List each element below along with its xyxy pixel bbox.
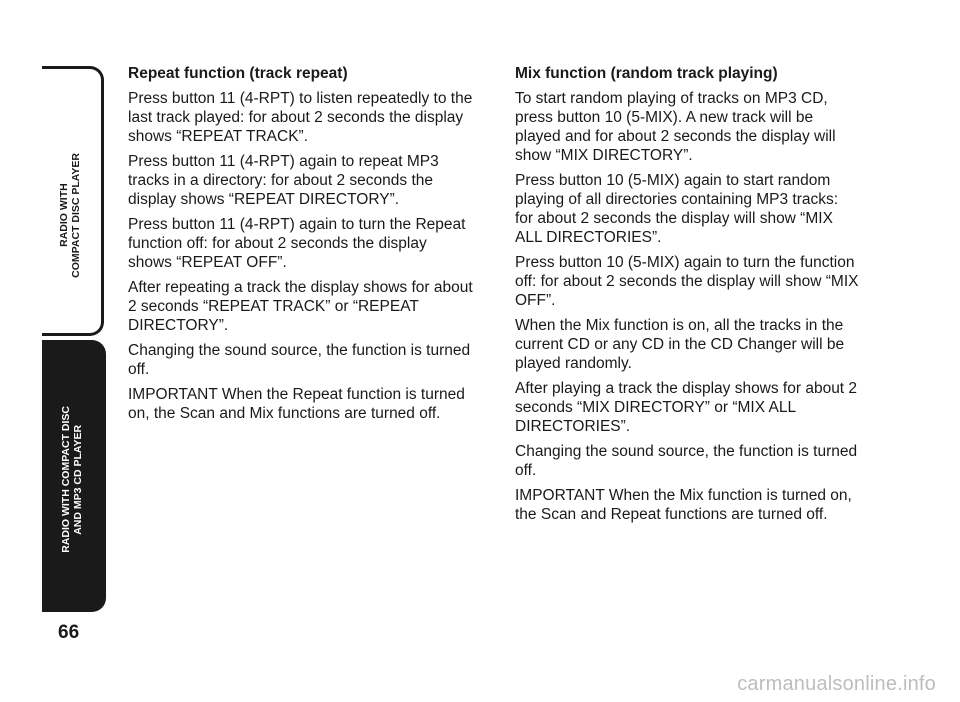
paragraph: Press button 10 (5-MIX) again to start random playing of all directories containing MP3 tracks: for about 2 seconds the display will show “MIX ALL DIRECTORIES”. xyxy=(515,172,839,246)
right-column xyxy=(515,64,860,530)
paragraph: When the Mix function is on, all the tracks in the current CD or any CD in the CD Changer will be played randomly. xyxy=(515,317,845,372)
tab-label-line-1: RADIO WITH xyxy=(58,183,70,248)
section-tab-radio-mp3-player xyxy=(42,340,106,612)
section-tab-radio-cd-player xyxy=(42,66,104,336)
paragraph: Press button 11 (4-RPT) again to turn the Repeat function off: for about 2 seconds the display shows “REPEAT OFF”. xyxy=(128,216,466,271)
section-tab-label-active xyxy=(60,406,84,553)
paragraph: Changing the sound source, the function is turned off. xyxy=(128,342,471,378)
paragraph: Press button 11 (4-RPT) to listen repeatedly to the last track played: for about 2 seconds the display shows “REPEAT TRACK”. xyxy=(128,90,473,145)
watermark: carmanualsonline.info xyxy=(737,673,936,695)
paragraph: Changing the sound source, the function is turned off. xyxy=(515,443,858,479)
tab-label-line-2: AND MP3 CD PLAYER xyxy=(72,424,84,535)
paragraph: IMPORTANT When the Mix function is turned on, the Scan and Repeat functions are turned off. xyxy=(515,487,852,523)
paragraph: Press button 10 (5-MIX) again to turn the function off: for about 2 seconds the display will show “MIX OFF”. xyxy=(515,254,859,309)
paragraph: After repeating a track the display shows for about 2 seconds “REPEAT TRACK” or “REPEAT DIRECTORY”. xyxy=(128,279,473,334)
tab-label-line-2: COMPACT DISC PLAYER xyxy=(70,153,82,278)
paragraph: IMPORTANT When the Repeat function is turned on, the Scan and Mix functions are turned off. xyxy=(128,386,465,422)
section-heading: Repeat function (track repeat) xyxy=(128,65,348,82)
page-number: 66 xyxy=(58,622,80,643)
section-tab-label xyxy=(58,153,82,278)
paragraph: To start random playing of tracks on MP3 CD, press button 10 (5-MIX). A new track will be played and for about 2 seconds the display will show “MIX DIRECTORY”. xyxy=(515,90,836,164)
section-heading: Mix function (random track playing) xyxy=(515,65,778,82)
paragraph: After playing a track the display shows for about 2 seconds “MIX DIRECTORY” or “MIX ALL DIRECTORIES”. xyxy=(515,380,858,435)
tab-label-line-1: RADIO WITH COMPACT DISC xyxy=(60,406,72,553)
paragraph: Press button 11 (4-RPT) again to repeat MP3 tracks in a directory: for about 2 seconds the display shows “REPEAT DIRECTORY”. xyxy=(128,153,439,208)
left-column xyxy=(128,64,473,429)
